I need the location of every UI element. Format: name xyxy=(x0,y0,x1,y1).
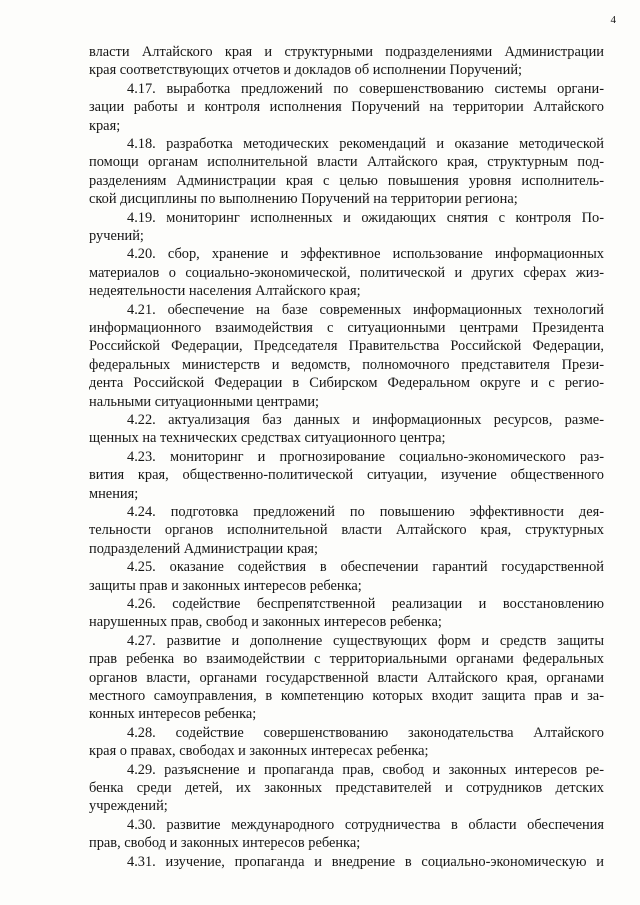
text-line: ской дисциплины по выполнению Поручений на территории региона; xyxy=(89,191,518,208)
text-line: 4.30. развитие международного сотрудничества в области обеспечения xyxy=(127,816,604,833)
text-line: 4.27. развитие и дополнение существующих форм и средств защиты xyxy=(127,632,604,649)
text-line: защиты прав и законных интересов ребенка; xyxy=(89,577,362,594)
text-line: щенных на технических средствах ситуационного центра; xyxy=(89,430,446,447)
text-line: 4.26. содействие беспрепятственной реализации и восстановлению xyxy=(127,596,604,612)
text-line: 4.28. содействие совершенствованию законодательства Алтайского xyxy=(127,724,604,741)
text-line: края; xyxy=(89,117,121,134)
text-line: 4.24. подготовка предложений по повышению эффективности дея- xyxy=(127,504,604,520)
text-line: 4.20. сбор, хранение и эффективное использование информационных xyxy=(127,246,604,263)
text-line: 4.19. мониторинг исполненных и ожидающих снятия с контроля По- xyxy=(127,209,604,226)
text-line: бенка среди детей, их законных представителей и сотрудников детских xyxy=(89,780,604,796)
text-line: недеятельности населения Алтайского края; xyxy=(89,283,361,300)
text-line: конных интересов ребенка; xyxy=(89,706,257,723)
text-line: Российской Федерации, Председателя Правительства Российской Федерации, xyxy=(89,338,604,355)
text-line: разделениям Администрации края с целью повышения уровня исполнитель- xyxy=(89,172,604,189)
text-line: края о правах, свободах и законных интересах ребенка; xyxy=(89,743,429,760)
text-line: помощи органам исполнительной власти Алтайского края, структурным под- xyxy=(89,154,604,171)
text-line: нальными ситуационными центрами; xyxy=(89,393,320,410)
text-line: местного самоуправления, в компетенцию которых входит защита прав и за- xyxy=(89,688,604,704)
text-line: власти Алтайского края и структурными подразделениями Администрации xyxy=(89,44,604,60)
text-line: вития края, общественно-политической ситуации, изучение общественного xyxy=(89,467,604,484)
text-line: материалов о социально-экономической, политической и других сферах жиз- xyxy=(89,264,604,281)
text-line: мнения; xyxy=(89,485,139,502)
text-line: зации работы и контроля исполнения Поручений на территории Алтайского xyxy=(89,99,604,116)
text-line: 4.18. разработка методических рекомендаций и оказание методической xyxy=(127,136,604,152)
text-line: органов власти, органами государственной власти Алтайского края, органами xyxy=(89,669,604,686)
text-line: 4.22. актуализация баз данных и информационных ресурсов, разме- xyxy=(127,412,604,428)
text-line: прав ребенка во взаимодействии с территориальными органами федеральных xyxy=(89,651,604,668)
text-line: ручений; xyxy=(89,228,144,244)
text-line: учреждений; xyxy=(89,798,168,815)
text-line: 4.31. изучение, пропаганда и внедрение в социально-экономическую и xyxy=(127,853,604,870)
text-line: 4.23. мониторинг и прогнозирование социально-экономического раз- xyxy=(127,448,604,465)
text-line: подразделений Администрации края; xyxy=(89,540,319,557)
text-line: тельности органов исполнительной власти Алтайского края, структурных xyxy=(89,522,604,539)
page-number: 4 xyxy=(610,14,616,26)
text-line: нарушенных прав, свобод и законных интересов ребенка; xyxy=(89,614,442,631)
text-line: края соответствующих отчетов и докладов об исполнении Поручений; xyxy=(89,62,523,79)
text-line: 4.17. выработка предложений по совершенствованию системы органи- xyxy=(127,80,604,97)
text-line: 4.21. обеспечение на базе современных информационных технологий xyxy=(127,301,604,318)
text-line: федеральных министерств и ведомств, полномочного представителя Прези- xyxy=(89,356,604,373)
text-line: информационного взаимодействия с ситуационными центрами Президента xyxy=(89,320,604,336)
text-line: дента Российской Федерации в Сибирском Федеральном округе и с регио- xyxy=(89,375,604,392)
text-line: 4.25. оказание содействия в обеспечении гарантий государственной xyxy=(127,559,604,576)
text-line: 4.29. разъяснение и пропаганда прав, свобод и законных интересов ре- xyxy=(127,761,604,778)
text-line: прав, свобод и законных интересов ребенка; xyxy=(89,835,361,852)
